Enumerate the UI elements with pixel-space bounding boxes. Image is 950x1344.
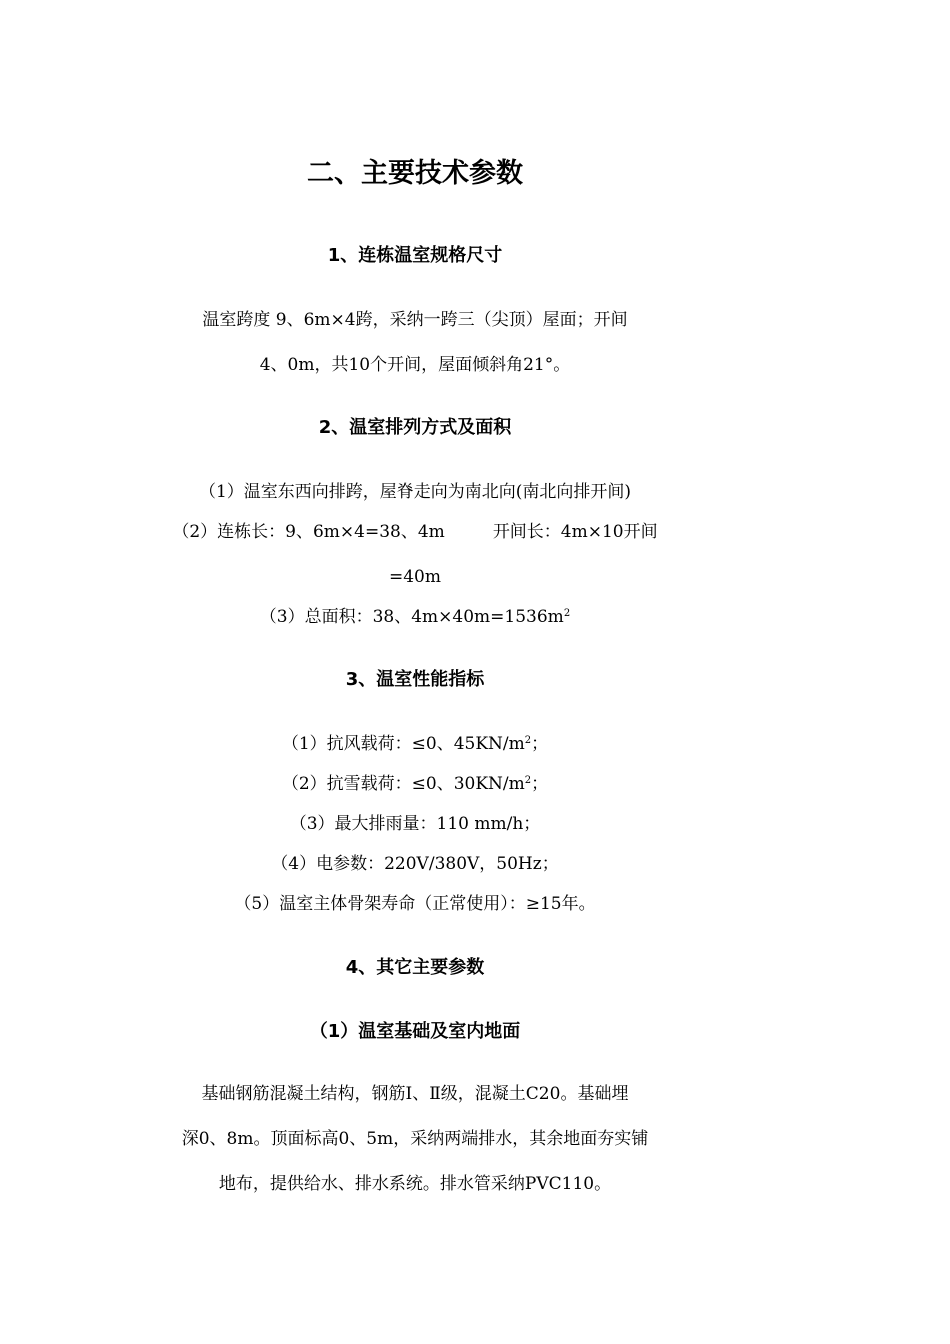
- section3-item5: （5）温室主体骨架寿命（正常使用）：≥15年。: [234, 894, 596, 914]
- section1-paragraph-line1: 温室跨度 9、6m×4跨，采纳一跨三（尖顶）屋面；开间: [202, 310, 628, 330]
- section3-item3: （3）最大排雨量：110 mm/h；: [289, 814, 541, 834]
- section3-heading: 3、温室性能指标: [345, 669, 485, 690]
- section4-paragraph-line1: 基础钢筋混凝土结构，钢筋Ⅰ、Ⅱ级，混凝土C20。基础埋: [201, 1084, 629, 1104]
- section4-heading: 4、其它主要参数: [345, 957, 485, 978]
- section3-item1-end: ；: [531, 734, 549, 754]
- section1-paragraph-line2: 4、0m，共10个开间，屋面倾斜角21°。: [259, 355, 571, 375]
- section3-item4: （4）电参数：220V/380V，50Hz；: [271, 854, 559, 874]
- section3-item2-text: （2）抗雪载荷：≤0、30KN/m: [281, 774, 525, 794]
- section3-item2: [0, 772, 830, 796]
- section4-paragraph-line2: 深0、8m。顶面标高0、5m，采纳两端排水，其余地面夯实铺: [181, 1129, 649, 1149]
- section3-item2-superscript: 2: [524, 775, 532, 786]
- page-title: 二、主要技术参数: [307, 158, 523, 189]
- section3-item2-end: ；: [531, 774, 549, 794]
- section2-item2-continuation: =40m: [389, 567, 441, 587]
- section2-item3: [0, 605, 830, 629]
- section2-item1: （1）温室东西向排跨，屋脊走向为南北向(南北向排开间): [198, 482, 632, 502]
- section4-subheading: （1）温室基础及室内地面: [309, 1021, 521, 1042]
- section2-item2-part2: 开间长：4m×10开间: [492, 522, 658, 542]
- section2-item3-text: （3）总面积：38、4m×40m=1536m: [259, 607, 564, 627]
- section2-item2: [0, 520, 830, 544]
- section3-item1: [0, 732, 830, 756]
- section2-item3-superscript: 2: [563, 608, 571, 619]
- section2-item2-part1: （2）连栋长：9、6m×4=38、4m: [172, 522, 445, 542]
- section1-heading: 1、连栋温室规格尺寸: [327, 245, 503, 266]
- section3-item1-text: （1）抗风载荷：≤0、45KN/m: [281, 734, 525, 754]
- section2-heading: 2、温室排列方式及面积: [318, 417, 512, 438]
- section4-paragraph-line3: 地布，提供给水、排水系统。排水管采纳PVC110。: [218, 1174, 612, 1194]
- section3-item1-superscript: 2: [524, 735, 532, 746]
